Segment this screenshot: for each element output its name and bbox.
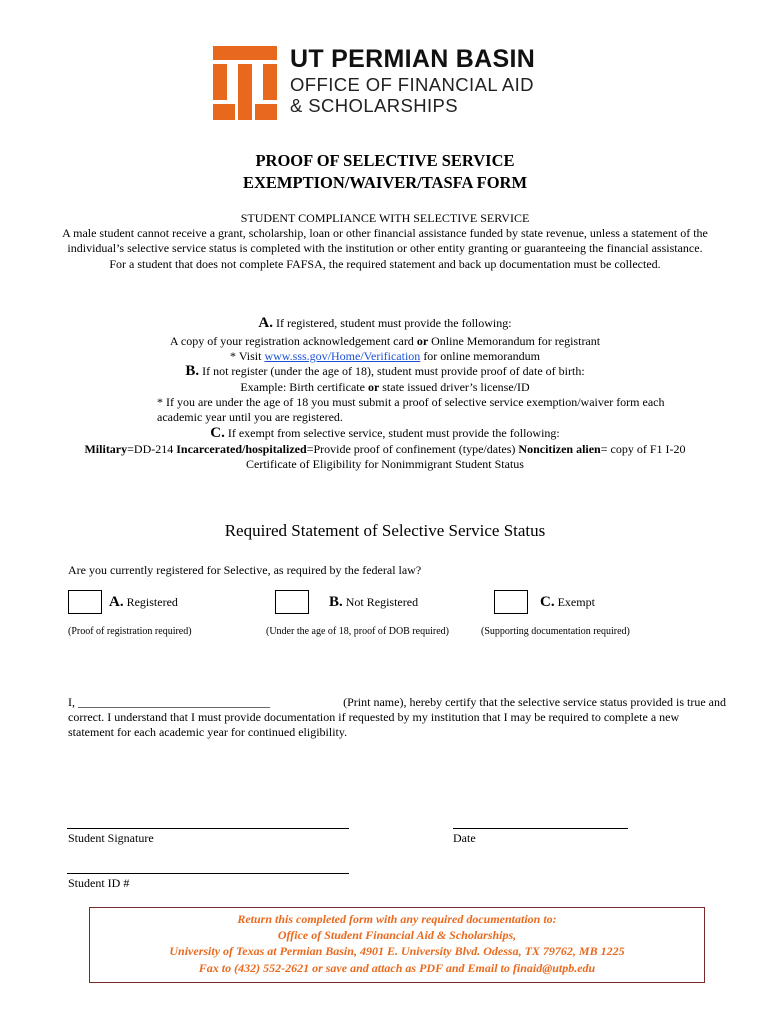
registered-checkbox[interactable] (68, 590, 102, 614)
section-b-line-3: academic year until you are registered. (157, 410, 343, 424)
footer-line-1: Return this completed form with any required documentation to: (237, 912, 557, 926)
compliance-line-1: A male student cannot receive a grant, scholarship, loan or other financial assistance funded by state revenue, unless a statement of the (62, 226, 708, 240)
compliance-line-2: individual’s selective service status is completed with the institution or other entity granting or guaranteeing the financial assistance. (67, 241, 703, 255)
not-registered-label: Not Registered (345, 595, 419, 609)
noncitizen-label: Noncitizen alien (518, 442, 601, 456)
compliance-heading: STUDENT COMPLIANCE WITH SELECTIVE SERVICE (240, 211, 530, 225)
logo-wordmark (290, 46, 535, 116)
certify-line-1-left (68, 695, 270, 711)
form-title-line-2: EXEMPTION/WAIVER/TASFA FORM (242, 173, 528, 192)
section-a-text: If registered, student must provide the following: (275, 316, 512, 330)
statement-question: Are you currently registered for Selective, as required by the federal law? (68, 563, 422, 577)
not-registered-label-wrap (329, 590, 418, 614)
registered-label-wrap (109, 590, 178, 614)
student-id-label: Student ID # (68, 876, 130, 890)
section-a-line-1-pre: A copy of your registration acknowledgement card (169, 334, 417, 348)
not-registered-checkbox[interactable] (275, 590, 309, 614)
section-b-heading (0, 364, 770, 380)
certify-line-3: statement for each academic year for continued eligibility. (68, 725, 348, 739)
section-b-line-2: * If you are under the age of 18 you must submit a proof of selective service exemption/waiver form each (157, 395, 665, 409)
section-c-line-1 (0, 442, 770, 458)
form-title-line-1: PROOF OF SELECTIVE SERVICE (255, 151, 515, 170)
option-not-registered (275, 590, 418, 614)
registered-label: Registered (126, 595, 178, 609)
section-b-line-1-post: state issued driver’s license/ID (379, 380, 530, 394)
date-label: Date (453, 831, 476, 845)
incarcerated-label: Incarcerated/hospitalized (176, 442, 307, 456)
exempt-label-wrap (540, 590, 595, 614)
section-c-line-2: Certificate of Eligibility for Nonimmigrant Student Status (246, 457, 524, 471)
not-registered-note: (Under the age of 18, proof of DOB required) (266, 626, 449, 637)
section-a-line-1 (0, 334, 770, 350)
registered-letter: A. (109, 594, 124, 610)
exempt-letter: C. (540, 594, 555, 610)
print-name-blank[interactable]: ________________________________ (78, 695, 270, 709)
section-b-letter: B. (185, 363, 200, 379)
section-a-line-1-post: Online Memorandum for registrant (428, 334, 601, 348)
statement-heading: Required Statement of Selective Service Status (224, 521, 546, 540)
section-c-heading (0, 426, 770, 442)
section-a-line-1-or: or (416, 334, 429, 348)
logo-line-1: UT PERMIAN BASIN (290, 45, 536, 73)
option-exempt (494, 590, 595, 614)
section-c-text: If exempt from selective service, student must provide the following: (227, 426, 560, 440)
registered-note: (Proof of registration required) (68, 626, 192, 637)
section-a-line-2 (0, 349, 770, 365)
footer-line-2: Office of Student Financial Aid & Scholarships, (277, 928, 517, 943)
military-label: Military (84, 442, 128, 456)
not-registered-letter: B. (329, 594, 343, 610)
section-a-line-2-pre: * Visit (230, 349, 265, 363)
exempt-label: Exempt (557, 595, 595, 609)
section-c-letter: C. (210, 425, 225, 441)
sss-verification-link[interactable]: www.sss.gov/Home/Verification (264, 349, 421, 363)
logo-line-2: OFFICE OF FINANCIAL AID (290, 74, 534, 95)
student-signature-label: Student Signature (68, 831, 154, 845)
utpb-logo-icon (213, 46, 277, 120)
logo-line-3: & SCHOLARSHIPS (290, 95, 459, 116)
section-b-line-1 (0, 380, 770, 396)
exempt-checkbox[interactable] (494, 590, 528, 614)
option-registered (68, 590, 178, 614)
footer-line-3: University of Texas at Permian Basin, 4901 E. University Blvd. Odessa, TX 79762, MB 1225 (169, 944, 625, 959)
compliance-line-3: For a student that does not complete FAFSA, the required statement and back up documentation must be collected. (109, 257, 661, 271)
section-b-line-1-pre: Example: Birth certificate (240, 380, 368, 394)
footer-line-4: Fax to (432) 552-2621 or save and attach as PDF and Email to finaid@utpb.edu (198, 960, 596, 975)
section-b-text: If not register (under the age of 18), student must provide proof of date of birth: (202, 364, 585, 378)
section-a-line-2-post: for online memorandum (420, 349, 540, 363)
certify-i: I, (68, 695, 75, 709)
return-instructions-box (89, 907, 705, 983)
noncitizen-text: = copy of F1 I-20 (600, 442, 686, 456)
student-id-line[interactable] (67, 873, 349, 874)
section-b-line-1-or: or (367, 380, 380, 394)
certify-line-1-post: (Print name), hereby certify that the selective service status provided is true and (343, 695, 726, 709)
date-line[interactable] (453, 828, 628, 829)
section-a-heading (0, 316, 770, 332)
incarcerated-text: =Provide proof of confinement (type/dates) (306, 442, 519, 456)
exempt-note: (Supporting documentation required) (481, 626, 630, 637)
student-signature-line[interactable] (67, 828, 349, 829)
certify-line-2: correct. I understand that I must provide documentation if requested by my institution that I may be required to complete a new (68, 710, 680, 724)
military-text: =DD-214 (127, 442, 177, 456)
certify-line-1 (68, 695, 726, 711)
section-a-letter: A. (258, 315, 273, 331)
